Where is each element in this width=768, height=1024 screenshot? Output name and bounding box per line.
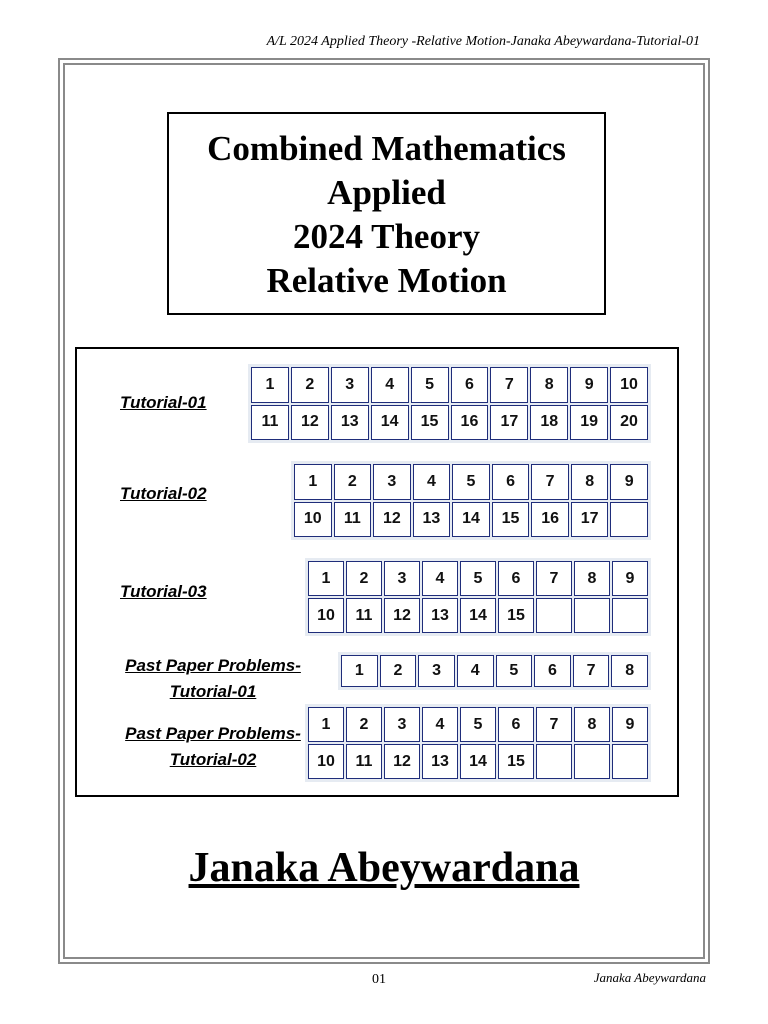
question-link-1[interactable]: 1 xyxy=(308,561,344,596)
empty-question-cell xyxy=(574,744,610,779)
question-link-10[interactable]: 10 xyxy=(294,502,332,538)
tutorial-03-question-grid xyxy=(305,558,651,636)
question-link-3[interactable]: 3 xyxy=(384,561,420,596)
past-paper-02-label xyxy=(118,724,308,770)
empty-question-cell xyxy=(536,598,572,633)
question-link-8[interactable]: 8 xyxy=(611,655,648,687)
question-link-8[interactable]: 8 xyxy=(530,367,568,403)
question-link-4[interactable]: 4 xyxy=(371,367,409,403)
title-line-2: Applied xyxy=(327,172,446,212)
title-line-4: Relative Motion xyxy=(266,260,507,300)
past-paper-02-label-line2: Tutorial-02 xyxy=(169,750,257,769)
question-link-8[interactable]: 8 xyxy=(574,707,610,742)
question-link-4[interactable]: 4 xyxy=(422,561,458,596)
title-box xyxy=(167,112,606,315)
question-link-3[interactable]: 3 xyxy=(418,655,455,687)
question-link-7[interactable]: 7 xyxy=(531,464,569,500)
question-link-5[interactable]: 5 xyxy=(452,464,490,500)
running-header: A/L 2024 Applied Theory -Relative Motion-Janaka Abeywardana-Tutorial-01 xyxy=(266,34,700,49)
question-link-10[interactable]: 10 xyxy=(610,367,648,403)
past-paper-02-label-line1: Past Paper Problems- xyxy=(125,724,301,743)
question-link-18[interactable]: 18 xyxy=(530,405,568,441)
tutorial-01-label: Tutorial-01 xyxy=(120,393,207,412)
empty-question-cell xyxy=(574,598,610,633)
question-link-15[interactable]: 15 xyxy=(498,744,534,779)
tutorial-02-question-grid xyxy=(291,461,651,540)
question-link-11[interactable]: 11 xyxy=(251,405,289,441)
question-link-4[interactable]: 4 xyxy=(457,655,494,687)
question-link-6[interactable]: 6 xyxy=(534,655,571,687)
question-link-14[interactable]: 14 xyxy=(460,744,496,779)
question-link-13[interactable]: 13 xyxy=(422,744,458,779)
footer-author: Janaka Abeywardana xyxy=(593,970,706,985)
empty-question-cell xyxy=(536,744,572,779)
page-number: 01 xyxy=(372,972,386,987)
past-paper-01-label-line1: Past Paper Problems- xyxy=(125,656,301,675)
question-link-14[interactable]: 14 xyxy=(452,502,490,538)
question-link-9[interactable]: 9 xyxy=(612,561,648,596)
question-link-11[interactable]: 11 xyxy=(346,598,382,633)
question-link-6[interactable]: 6 xyxy=(492,464,530,500)
question-link-3[interactable]: 3 xyxy=(331,367,369,403)
question-link-13[interactable]: 13 xyxy=(413,502,451,538)
question-link-5[interactable]: 5 xyxy=(460,707,496,742)
question-link-3[interactable]: 3 xyxy=(384,707,420,742)
question-link-6[interactable]: 6 xyxy=(498,707,534,742)
question-link-1[interactable]: 1 xyxy=(308,707,344,742)
question-link-10[interactable]: 10 xyxy=(308,598,344,633)
question-link-15[interactable]: 15 xyxy=(492,502,530,538)
question-link-17[interactable]: 17 xyxy=(571,502,609,538)
question-link-13[interactable]: 13 xyxy=(422,598,458,633)
question-link-7[interactable]: 7 xyxy=(536,707,572,742)
question-link-5[interactable]: 5 xyxy=(460,561,496,596)
question-link-6[interactable]: 6 xyxy=(451,367,489,403)
question-link-5[interactable]: 5 xyxy=(411,367,449,403)
question-link-8[interactable]: 8 xyxy=(571,464,609,500)
question-link-2[interactable]: 2 xyxy=(291,367,329,403)
question-link-16[interactable]: 16 xyxy=(531,502,569,538)
past-paper-01-label xyxy=(118,656,308,702)
past-paper-01-label-line2: Tutorial-01 xyxy=(169,682,257,701)
tutorial-03-label: Tutorial-03 xyxy=(120,582,207,601)
empty-question-cell xyxy=(612,598,648,633)
empty-question-cell xyxy=(610,502,648,538)
past-paper-02-question-grid xyxy=(305,704,651,782)
question-link-12[interactable]: 12 xyxy=(384,598,420,633)
question-link-16[interactable]: 16 xyxy=(451,405,489,441)
question-link-9[interactable]: 9 xyxy=(612,707,648,742)
question-link-9[interactable]: 9 xyxy=(570,367,608,403)
question-link-1[interactable]: 1 xyxy=(341,655,378,687)
question-link-7[interactable]: 7 xyxy=(573,655,610,687)
question-link-20[interactable]: 20 xyxy=(610,405,648,441)
question-link-11[interactable]: 11 xyxy=(346,744,382,779)
question-link-3[interactable]: 3 xyxy=(373,464,411,500)
question-link-2[interactable]: 2 xyxy=(346,707,382,742)
question-link-10[interactable]: 10 xyxy=(308,744,344,779)
question-link-13[interactable]: 13 xyxy=(331,405,369,441)
question-link-2[interactable]: 2 xyxy=(380,655,417,687)
question-link-6[interactable]: 6 xyxy=(498,561,534,596)
question-link-14[interactable]: 14 xyxy=(460,598,496,633)
title-line-3: 2024 Theory xyxy=(293,216,480,256)
question-link-7[interactable]: 7 xyxy=(490,367,528,403)
empty-question-cell xyxy=(612,744,648,779)
question-link-8[interactable]: 8 xyxy=(574,561,610,596)
author-name: Janaka Abeywardana xyxy=(188,845,580,891)
title-line-1: Combined Mathematics xyxy=(207,128,566,168)
question-link-12[interactable]: 12 xyxy=(384,744,420,779)
question-link-15[interactable]: 15 xyxy=(498,598,534,633)
question-link-1[interactable]: 1 xyxy=(251,367,289,403)
question-link-14[interactable]: 14 xyxy=(371,405,409,441)
question-link-1[interactable]: 1 xyxy=(294,464,332,500)
question-link-11[interactable]: 11 xyxy=(334,502,372,538)
question-link-9[interactable]: 9 xyxy=(610,464,648,500)
question-link-2[interactable]: 2 xyxy=(334,464,372,500)
question-link-2[interactable]: 2 xyxy=(346,561,382,596)
question-link-19[interactable]: 19 xyxy=(570,405,608,441)
tutorial-02-label: Tutorial-02 xyxy=(120,484,207,503)
question-link-7[interactable]: 7 xyxy=(536,561,572,596)
question-link-15[interactable]: 15 xyxy=(411,405,449,441)
question-link-5[interactable]: 5 xyxy=(496,655,533,687)
past-paper-01-question-grid xyxy=(338,652,651,690)
question-link-4[interactable]: 4 xyxy=(422,707,458,742)
question-link-12[interactable]: 12 xyxy=(373,502,411,538)
question-link-17[interactable]: 17 xyxy=(490,405,528,441)
question-link-4[interactable]: 4 xyxy=(413,464,451,500)
tutorial-01-question-grid xyxy=(248,364,651,443)
question-link-12[interactable]: 12 xyxy=(291,405,329,441)
